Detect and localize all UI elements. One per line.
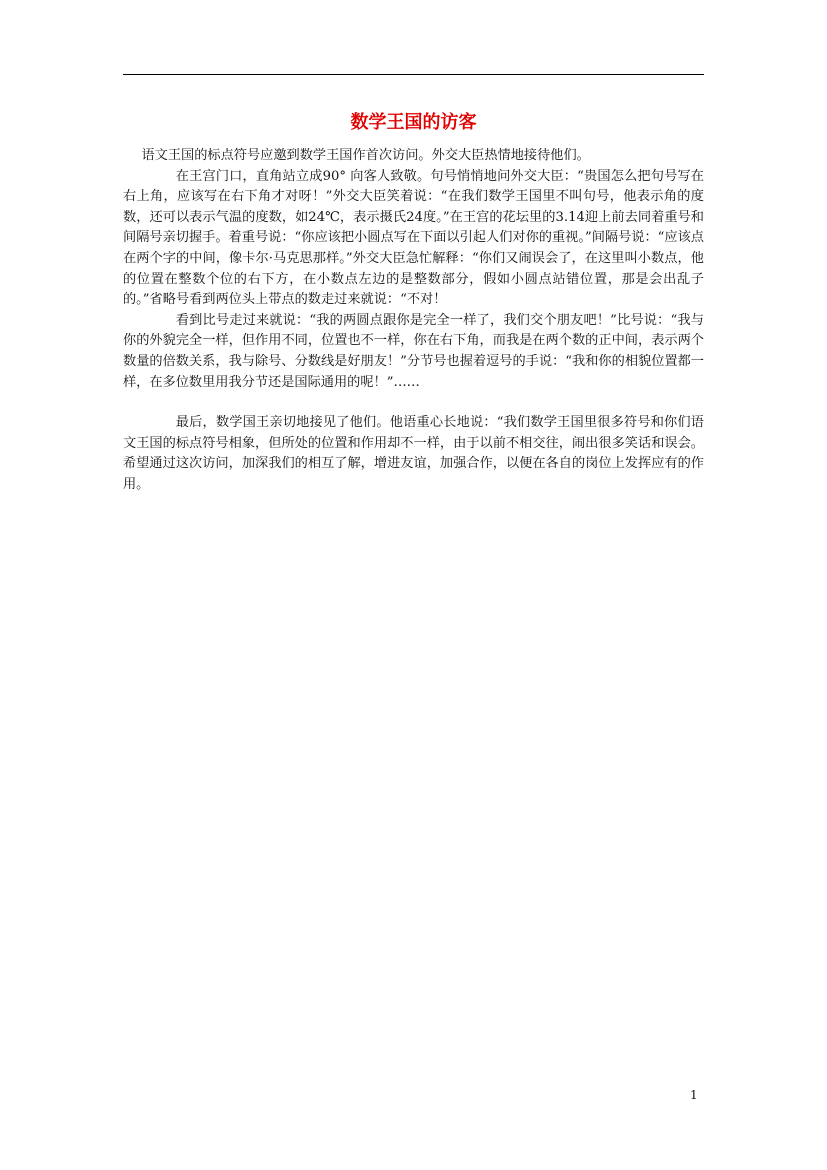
paragraph-conclusion: 最后，数学国王亲切地接见了他们。他语重心长地说：“我们数学王国里很多符号和你们语文王国的标点符号相象，但所处的位置和作用却不一样，由于以前不相交往，闹出很多笑话和误会。希望通过这次访问，加深我们的相互了解，增进友谊，加强合作，以便在各自的岗位上发挥应有的作用。 [123,415,704,492]
document-title: 数学王国的访客 [350,112,477,133]
paragraph-spacer [123,393,704,413]
paragraph-intro: 语文王国的标点符号应邀到数学王国作首次访问。外交大臣热情地接待他们。 [141,148,590,163]
page-number: 1 [690,1088,698,1102]
paragraph-ratio-sign: 看到比号走过来就说：“我的两圆点跟你是完全一样了，我们交个朋友吧！”比号说：“我与你的外貌完全一样，但作用不同，位置也不一样，你在右下角，而我是在两个数的正中间，表示两个数量的倍数关系，我与除号、分数线是好朋友！”分节号也握着逗号的手说：“我和你的相貌位置都一样，在多位数里用我分节还是国际通用的呢！”…… [123,312,704,390]
header-rule [123,74,704,75]
document-body [123,146,704,496]
paragraph-palace-gate: 在王宫门口，直角站立成90° 向客人致敬。句号悄悄地问外交大臣：“贵国怎么把句号写在右上角，应该写在右下角才对呀！”外交大臣笑着说：“在我们数学王国里不叫句号，他表示角的度数，还可以表示气温的度数，如24℃，表示摄氏24度。”在王宫的花坛里的3.14迎上前去同着重号和间隔号亲切握手。着重号说：“你应该把小圆点写在下面以引起人们对你的重视。”间隔号说：“应该点在两个字的中间，像卡尔·马克思那样。”外交大臣急忙解释：“你们又闹误会了，在这里叫小数点，他的位置在整数个位的右下方，在小数点左边的是整数部分，假如小圆点站错位置，那是会出乱子的。”省略号看到两位头上带点的数走过来就说：“不对！ [123,168,704,308]
